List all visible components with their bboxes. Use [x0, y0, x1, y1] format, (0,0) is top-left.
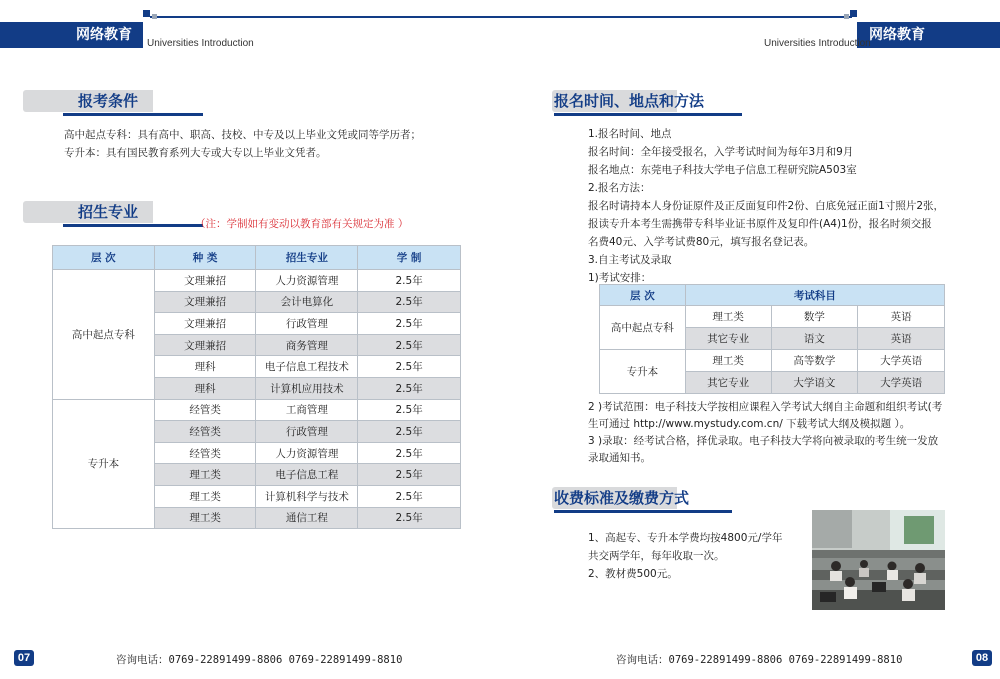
section-header-fees [552, 487, 732, 513]
table-cell: 英语 [858, 328, 945, 350]
table-row [53, 399, 461, 421]
section-header-majors [23, 201, 183, 227]
table-cell: 经管类 [154, 421, 256, 443]
page-number: 07 [14, 650, 34, 666]
brand-title: 网络教育 [869, 27, 925, 43]
table-cell: 2.5年 [358, 442, 461, 464]
table-row [53, 270, 461, 292]
contact-footer: 咨询电话：0769-22891499-8806 0769-22891499-8810 [116, 654, 403, 666]
table-cell: 理工类 [685, 306, 771, 328]
table-cell: 电子信息工程 [256, 464, 358, 486]
table-cell: 理科 [154, 356, 256, 378]
text-line: 3 )录取：经考试合格，择优录取。电子科技大学将向被录取的考生统一发放 [588, 435, 939, 447]
table-cell: 2.5年 [358, 507, 461, 529]
table-cell: 文理兼招 [154, 334, 256, 356]
text-line: 1.报名时间、地点 [588, 128, 672, 140]
text-line: 报名时请持本人身份证原件及正反面复印件2份、白底免冠正面1寸照片2张， [588, 200, 945, 212]
table-cell: 人力资源管理 [256, 442, 358, 464]
level-cell: 专升本 [53, 399, 155, 529]
table-cell: 计算机应用技术 [256, 377, 358, 399]
table-cell: 2.5年 [358, 313, 461, 335]
brand-bar [0, 22, 143, 48]
table-cell: 大学英语 [858, 372, 945, 394]
level-cell: 专升本 [600, 350, 686, 394]
table-cell: 其它专业 [685, 372, 771, 394]
page-number: 08 [972, 650, 992, 666]
table-cell: 2.5年 [358, 377, 461, 399]
text-line: 1)考试安排： [588, 272, 652, 284]
table-cell: 其它专业 [685, 328, 771, 350]
classroom-photo-illustration [812, 510, 945, 610]
table-cell: 文理兼招 [154, 270, 256, 292]
table-cell: 文理兼招 [154, 313, 256, 335]
column-header: 层 次 [600, 285, 686, 306]
table-cell: 2.5年 [358, 399, 461, 421]
table-row [600, 350, 945, 372]
text-line: 报名地点：东莞电子科技大学电子信息工程研究院A503室 [588, 164, 857, 176]
contact-footer: 咨询电话：0769-22891499-8806 0769-22891499-8810 [616, 654, 903, 666]
table-cell: 行政管理 [256, 421, 358, 443]
table-cell: 2.5年 [358, 291, 461, 313]
table-cell: 经管类 [154, 399, 256, 421]
table-cell: 工商管理 [256, 399, 358, 421]
column-header: 种 类 [154, 246, 256, 270]
table-cell: 理工类 [685, 350, 771, 372]
table-cell: 2.5年 [358, 270, 461, 292]
text-line: 报读专升本考生需携带专科毕业证书原件及复印件(A4)1份，报名时须交报 [588, 218, 932, 230]
table-cell: 2.5年 [358, 485, 461, 507]
requirement-line: 专升本：具有国民教育系列大专或大专以上毕业文凭者。 [64, 147, 327, 159]
column-header: 招生专业 [256, 246, 358, 270]
table-cell: 会计电算化 [256, 291, 358, 313]
table-cell: 行政管理 [256, 313, 358, 335]
table-cell: 理工类 [154, 464, 256, 486]
table-header-row [53, 246, 461, 270]
table-cell: 数学 [771, 306, 858, 328]
fee-line: 共交两学年，每年收取一次。 [588, 550, 725, 562]
table-cell: 2.5年 [358, 464, 461, 486]
table-cell: 理科 [154, 377, 256, 399]
table-cell: 文理兼招 [154, 291, 256, 313]
table-cell: 英语 [858, 306, 945, 328]
column-header: 层 次 [53, 246, 155, 270]
table-cell: 高等数学 [771, 350, 858, 372]
brand-square-icon [844, 14, 849, 19]
table-cell: 经管类 [154, 442, 256, 464]
table-cell: 理工类 [154, 485, 256, 507]
table-header-row [600, 285, 945, 306]
table-cell: 2.5年 [358, 356, 461, 378]
table-cell: 电子信息工程技术 [256, 356, 358, 378]
brand-square-icon [143, 10, 150, 17]
brand-subtitle: Universities Introduction [147, 38, 254, 49]
section-title: 招生专业 [78, 203, 139, 221]
table-cell: 计算机科学与技术 [256, 485, 358, 507]
text-line: 生可通过 http://www.mystudy.com.cn/ 下载考试大纲及模拟题 ）。 [588, 418, 911, 430]
table-cell: 理工类 [154, 507, 256, 529]
level-cell: 高中起点专科 [600, 306, 686, 350]
fee-line: 1、高起专、专升本学费均按4800元/学年 [588, 532, 783, 544]
level-cell: 高中起点专科 [53, 270, 155, 400]
table-cell: 商务管理 [256, 334, 358, 356]
classroom-photo [812, 510, 945, 610]
text-line: 2.报名方法： [588, 182, 651, 194]
table-cell: 大学语文 [771, 372, 858, 394]
table-cell: 大学英语 [858, 350, 945, 372]
majors-table [52, 245, 461, 529]
section-header-requirements [23, 90, 183, 116]
policy-note: （注：学制如有变动以教育部有关规定为准 ） [195, 218, 409, 230]
section-title: 收费标准及缴费方式 [554, 489, 690, 507]
exam-table [599, 284, 945, 394]
table-cell: 语文 [771, 328, 858, 350]
requirement-line: 高中起点专科：具有高中、职高、技校、中专及以上毕业文凭或同等学历者； [64, 129, 421, 141]
table-cell: 人力资源管理 [256, 270, 358, 292]
table-cell: 2.5年 [358, 334, 461, 356]
section-title: 报名时间、地点和方法 [554, 92, 705, 110]
brand-bar [857, 22, 1000, 48]
column-header: 考试科目 [685, 285, 944, 306]
column-header: 学 制 [358, 246, 461, 270]
brand-square-icon [152, 14, 157, 19]
section-title: 报考条件 [78, 92, 139, 110]
text-line: 报名时间：全年接受报名，入学考试时间为每年3月和9月 [588, 146, 854, 158]
top-rule [150, 16, 500, 18]
brand-square-icon [850, 10, 857, 17]
text-line: 录取通知书。 [588, 452, 651, 464]
fee-line: 2、教材费500元。 [588, 568, 678, 580]
brand-subtitle: Universities Introduction [764, 38, 871, 49]
text-line: 3.自主考试及录取 [588, 254, 672, 266]
table-cell: 通信工程 [256, 507, 358, 529]
brand-title: 网络教育 [76, 27, 132, 43]
table-cell: 2.5年 [358, 421, 461, 443]
table-row [600, 306, 945, 328]
section-header-registration [552, 90, 742, 116]
text-line: 2 )考试范围：电子科技大学按相应课程入学考试大纲自主命题和组织考试(考 [588, 401, 943, 413]
text-line: 名费40元、入学考试费80元，填写报名登记表。 [588, 236, 815, 248]
top-rule [500, 16, 852, 18]
